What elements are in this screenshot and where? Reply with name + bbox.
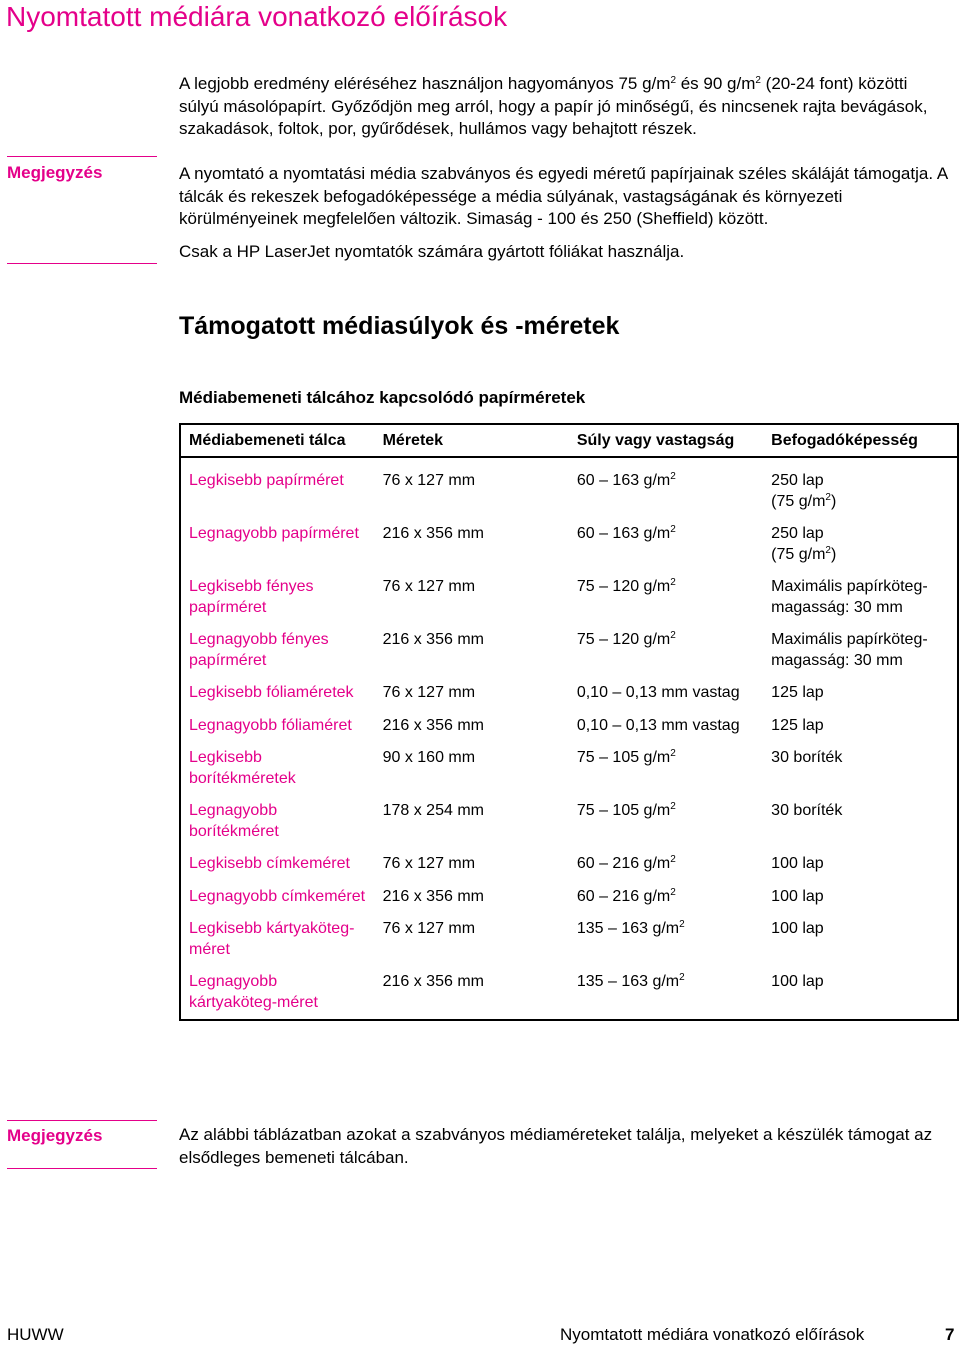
table-row (180, 875, 958, 908)
page-title: Nyomtatott médiára vonatkozó előírások (6, 1, 508, 32)
capacity-detail-end: ) (830, 545, 837, 563)
table-row (180, 842, 958, 875)
header-cell: Méretek (375, 424, 569, 457)
note-rule-bottom (7, 263, 157, 264)
media-name-cell: Legkisebb fényes papírméret (180, 565, 375, 618)
size-cell: 216 x 356 mm (382, 716, 484, 734)
table-header-row (180, 424, 958, 457)
table-row (180, 512, 958, 565)
weight-sup: 2 (679, 972, 685, 983)
media-name-cell: Legnagyobb fóliaméret (180, 704, 375, 737)
capacity-text: 250 lap (771, 525, 824, 542)
media-name-cell: Legkisebb fóliaméretek (180, 671, 375, 704)
weight-cell (569, 875, 763, 908)
page-number: 7 (945, 1325, 955, 1344)
weight-sup: 2 (670, 524, 676, 535)
table-row (180, 960, 958, 1020)
media-name-cell: Legnagyobb papírméret (180, 512, 375, 565)
weight-cell (569, 618, 763, 671)
capacity-cell: 100 lap (763, 842, 958, 875)
weight-sup: 2 (670, 886, 676, 898)
media-name-cell: Legnagyobb címkeméret (180, 875, 375, 908)
capacity-cell: 30 boríték (763, 789, 958, 842)
table-row (180, 789, 958, 842)
capacity-detail-end: ) (830, 492, 837, 510)
weight-text: 75 – 120 g/m (576, 631, 671, 648)
media-name-cell: Legnagyobb fényes papírméret (180, 618, 375, 671)
capacity-sup: 2 (825, 544, 831, 556)
size-cell: 76 x 127 mm (382, 920, 476, 937)
capacity-cell: 100 lap (763, 907, 958, 960)
table-row (180, 704, 958, 737)
size-cell: 216 x 356 mm (382, 887, 484, 905)
note-text-2: Csak a HP LaserJet nyomtatók számára gyártott fóliákat használja. (179, 242, 685, 261)
header-cell: Súly vagy vastagság (569, 424, 763, 457)
capacity-cell: 100 lap (763, 875, 958, 908)
intro-sup-1: 2 (670, 75, 676, 86)
size-cell: 76 x 127 mm (382, 855, 476, 872)
media-name-cell: Legkisebb kártyaköteg-méret (180, 907, 375, 960)
size-cell: 76 x 127 mm (382, 472, 476, 489)
weight-text: 75 – 105 g/m (576, 749, 671, 766)
capacity-cell: 125 lap (763, 704, 958, 737)
note-text: Az alábbi táblázatban azokat a szabványos médiaméreteket találja, melyeket a készülék támogat az elsődleges bemeneti tálcában. (179, 1125, 933, 1167)
section-title: Támogatott médiasúlyok és -méretek (179, 312, 620, 340)
capacity-detail: (75 g/m (771, 492, 826, 510)
weight-sup: 2 (670, 748, 676, 759)
media-size-table (179, 423, 959, 1021)
weight-text: 135 – 163 g/m (576, 920, 680, 937)
weight-text: 75 – 105 g/m (576, 802, 671, 819)
note-text: A nyomtató a nyomtatási média szabványos és egyedi méretű papírjainak széles skáláját támogatja. A tálcák és rekeszek befogadóképessége a média súlyának, vastagságának és környezeti körülményeinek megfelelően változik. Simaság - 100 és 250 (Sheffield) között. (179, 164, 948, 228)
media-name-cell: Legnagyobb kártyaköteg-méret (180, 960, 375, 1020)
weight-cell (569, 842, 763, 875)
note-rule-bottom (7, 1168, 157, 1169)
weight-text: 135 – 163 g/m (576, 973, 680, 990)
note-label: Megjegyzés (7, 1126, 103, 1145)
weight-cell (569, 457, 763, 512)
footer-left: HUWW (7, 1325, 64, 1344)
weight-cell: 0,10 – 0,13 mm vastag (576, 684, 740, 701)
weight-sup: 2 (679, 919, 685, 930)
size-cell: 216 x 356 mm (382, 525, 484, 542)
note-rule-top (7, 156, 157, 157)
table-row (180, 618, 958, 671)
capacity-cell (763, 512, 958, 565)
footer-title: Nyomtatott médiára vonatkozó előírások (560, 1325, 865, 1344)
capacity-cell: Maximális papírköteg-magasság: 30 mm (763, 618, 958, 671)
size-cell: 216 x 356 mm (375, 960, 569, 1020)
table-row (180, 671, 958, 704)
media-name-cell: Legkisebb címkeméret (180, 842, 375, 875)
weight-cell (569, 907, 763, 960)
weight-sup: 2 (670, 630, 676, 641)
size-cell: 76 x 127 mm (382, 684, 476, 701)
note-rule-top (7, 1120, 157, 1121)
capacity-detail: (75 g/m (771, 545, 826, 563)
weight-text: 60 – 216 g/m (576, 855, 671, 872)
table-row (180, 565, 958, 618)
weight-cell (569, 565, 763, 618)
weight-cell (569, 960, 763, 1020)
weight-sup: 2 (670, 854, 676, 865)
header-cell: Médiabemeneti tálca (180, 424, 375, 457)
capacity-cell (763, 457, 958, 512)
intro-text-1: A legjobb eredmény eléréséhez használjon hagyományos 75 g/m (179, 74, 671, 93)
capacity-text: 250 lap (771, 472, 824, 489)
capacity-cell: Maximális papírköteg-magasság: 30 mm (763, 565, 958, 618)
weight-cell (569, 736, 763, 789)
media-name-cell: Legkisebb borítékméretek (180, 736, 375, 789)
capacity-cell: 30 boríték (763, 736, 958, 789)
header-cell: Befogadóképesség (763, 424, 958, 457)
intro-sup-2: 2 (755, 75, 761, 86)
size-cell: 216 x 356 mm (382, 631, 484, 648)
capacity-sup: 2 (825, 491, 831, 503)
note-label: Megjegyzés (7, 163, 103, 182)
intro-paragraph (179, 73, 949, 141)
intro-text-2: és 90 g/m (676, 74, 756, 93)
capacity-cell: 100 lap (763, 960, 958, 1020)
table-row (180, 736, 958, 789)
size-cell: 90 x 160 mm (382, 749, 476, 766)
weight-text: 60 – 216 g/m (576, 887, 671, 905)
weight-text: 75 – 120 g/m (576, 578, 671, 595)
intro-text-3: (20-24 font) közötti súlyú másolópapírt. Győződjön meg arról, hogy a papír jó minőségű, és nincsenek rajta bevágások, szakadások, foltok, por, gyűrődések, hullámos vagy behajtott részek. (179, 74, 928, 138)
weight-text: 60 – 163 g/m (576, 525, 671, 542)
weight-cell (569, 789, 763, 842)
subsection-title: Médiabemeneti tálcához kapcsolódó papírméretek (179, 388, 586, 407)
table-row (180, 457, 958, 512)
table-row (180, 907, 958, 960)
media-name-cell: Legnagyobb borítékméret (180, 789, 375, 842)
weight-cell (569, 512, 763, 565)
size-cell: 76 x 127 mm (382, 578, 476, 595)
size-cell: 178 x 254 mm (382, 802, 484, 819)
weight-text: 60 – 163 g/m (576, 472, 671, 489)
weight-sup: 2 (670, 577, 676, 588)
media-name-cell: Legkisebb papírméret (180, 457, 375, 512)
weight-sup: 2 (670, 801, 676, 812)
weight-sup: 2 (670, 471, 676, 482)
capacity-cell: 125 lap (763, 671, 958, 704)
weight-cell: 0,10 – 0,13 mm vastag (576, 716, 740, 734)
